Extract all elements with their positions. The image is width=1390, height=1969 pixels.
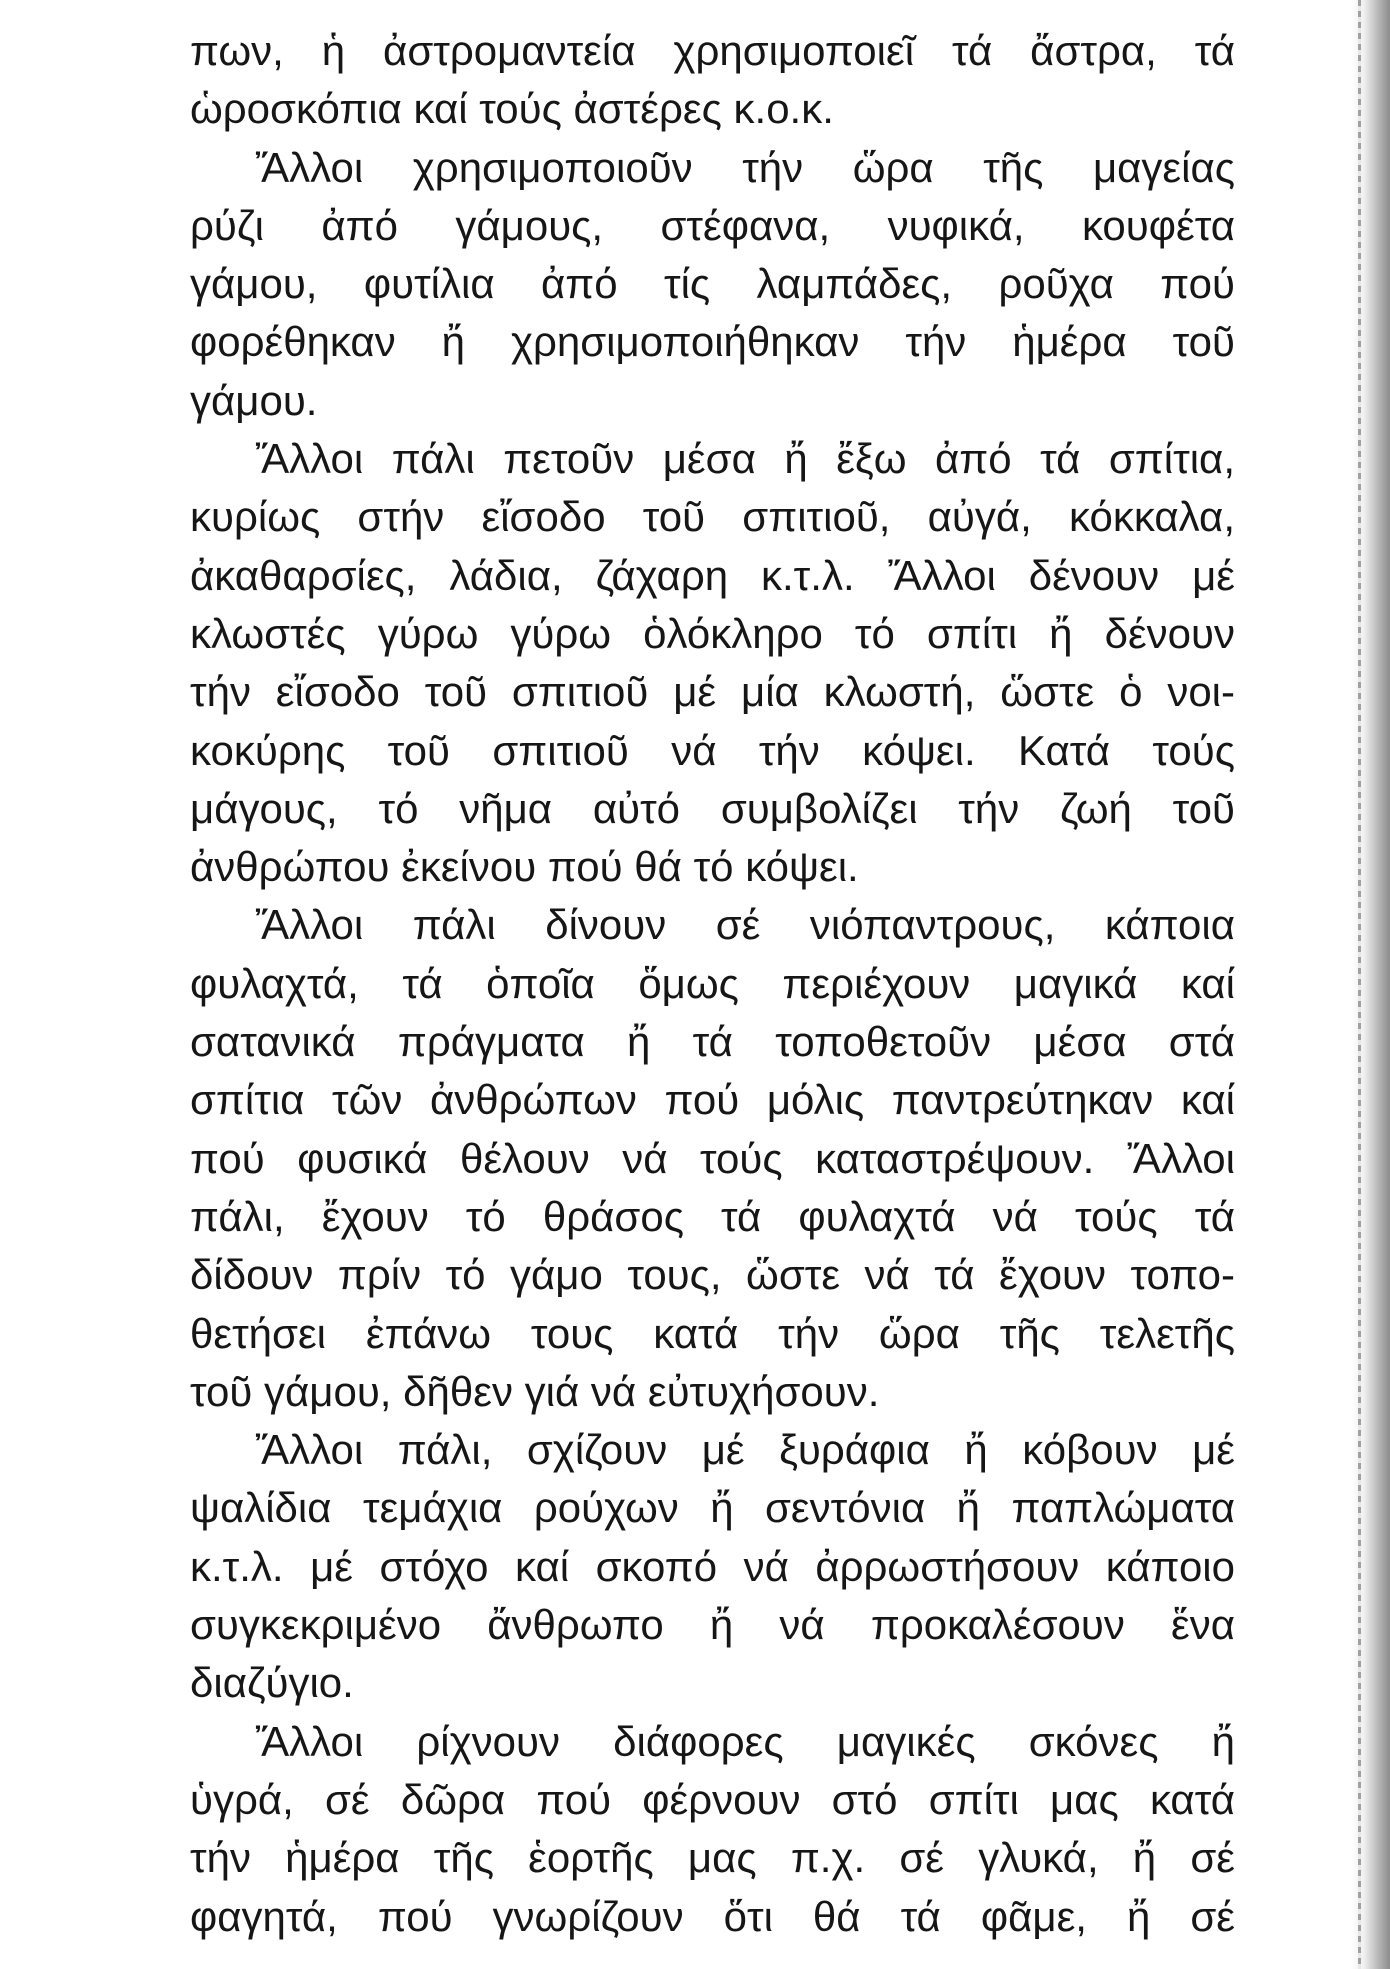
text-line: ψαλίδια τεμάχια ρούχων ἤ σεντόνια ἤ παπλώματα [190,1484,1235,1532]
text-line: γάμου, φυτίλια ἀπό τίς λαμπάδες, ροῦχα πού [190,260,1235,308]
text-line: φορέθηκαν ἤ χρησιμοποιήθηκαν τήν ἡμέρα τοῦ [190,318,1235,366]
paragraph [190,430,1235,896]
paragraph [190,22,1235,139]
body-text [190,22,1235,1946]
text-line: φαγητά, πού γνωρίζουν ὅτι θά τά φᾶμε, ἤ σέ [190,1892,1235,1940]
text-line: σατανικά πράγματα ἤ τά τοποθετοῦν μέσα στά [190,1018,1235,1066]
text-line: ἀκαθαρσίες, λάδια, ζάχαρη κ.τ.λ. Ἄλλοι δένουν μέ [190,551,1235,599]
text-line: ρύζι ἀπό γάμους, στέφανα, νυφικά, κουφέτα [190,201,1235,249]
text-line: γάμου. [190,376,318,424]
text-line: ἀνθρώπου ἐκείνου πού θά τό κόψει. [190,843,859,891]
text-line: σπίτια τῶν ἀνθρώπων πού μόλις παντρεύτηκαν καί [190,1076,1235,1124]
text-line: φυλαχτά, τά ὁποῖα ὅμως περιέχουν μαγικά καί [190,959,1235,1007]
text-line: συγκεκριμένο ἄνθρωπο ἤ νά προκαλέσουν ἕνα [190,1601,1235,1649]
paragraph [190,139,1235,430]
text-line: Ἄλλοι ρίχνουν διάφορες μαγικές σκόνες ἤ [255,1717,1235,1765]
text-line: πού φυσικά θέλουν νά τούς καταστρέψουν. Ἄλλοι [190,1134,1235,1182]
text-line: διαζύγιο. [190,1659,354,1707]
text-line: ὡροσκόπια καί τούς ἀστέρες κ.ο.κ. [190,85,834,133]
text-line: ὑγρά, σέ δῶρα πού φέρνουν στό σπίτι μας κατά [190,1775,1235,1823]
text-line: πάλι, ἔχουν τό θράσος τά φυλαχτά νά τούς τά [190,1192,1235,1240]
text-line: κ.τ.λ. μέ στόχο καί σκοπό νά ἀρρωστήσουν κάποιο [190,1542,1235,1590]
text-line: κλωστές γύρω γύρω ὁλόκληρο τό σπίτι ἤ δένουν [190,609,1235,657]
text-line: πων, ἡ ἀστρομαντεία χρησιμοποιεῖ τά ἄστρα, τά [190,27,1235,74]
text-line: κοκύρης τοῦ σπιτιοῦ νά τήν κόψει. Κατά τούς [190,726,1235,774]
paragraph [190,1713,1235,1946]
text-line: τήν ἡμέρα τῆς ἑορτῆς μας π.χ. σέ γλυκά, ἤ σέ [190,1834,1235,1882]
text-line: κυρίως στήν εἴσοδο τοῦ σπιτιοῦ, αὐγά, κόκκαλα, [190,493,1235,541]
text-line: Ἄλλοι χρησιμοποιοῦν τήν ὥρα τῆς μαγείας [255,143,1235,191]
text-line: θετήσει ἐπάνω τους κατά τήν ὥρα τῆς τελετῆς [190,1309,1235,1357]
text-line: τήν εἴσοδο τοῦ σπιτιοῦ μέ μία κλωστή, ὥστε ὁ νοι- [190,668,1235,716]
text-line: τοῦ γάμου, δῆθεν γιά νά εὐτυχήσουν. [190,1367,880,1415]
text-line: Ἄλλοι πάλι πετοῦν μέσα ἤ ἔξω ἀπό τά σπίτια, [255,435,1235,483]
text-line: δίδουν πρίν τό γάμο τους, ὥστε νά τά ἔχουν τοπο- [190,1251,1235,1299]
text-line: μάγους, τό νῆμα αὐτό συμβολίζει τήν ζωή τοῦ [190,784,1235,832]
page-edge-shadow [1350,0,1390,1969]
paragraph [190,896,1235,1421]
paragraph [190,1421,1235,1712]
text-line: Ἄλλοι πάλι δίνουν σέ νιόπαντρους, κάποια [255,901,1235,949]
text-line: Ἄλλοι πάλι, σχίζουν μέ ξυράφια ἤ κόβουν μέ [255,1426,1235,1474]
